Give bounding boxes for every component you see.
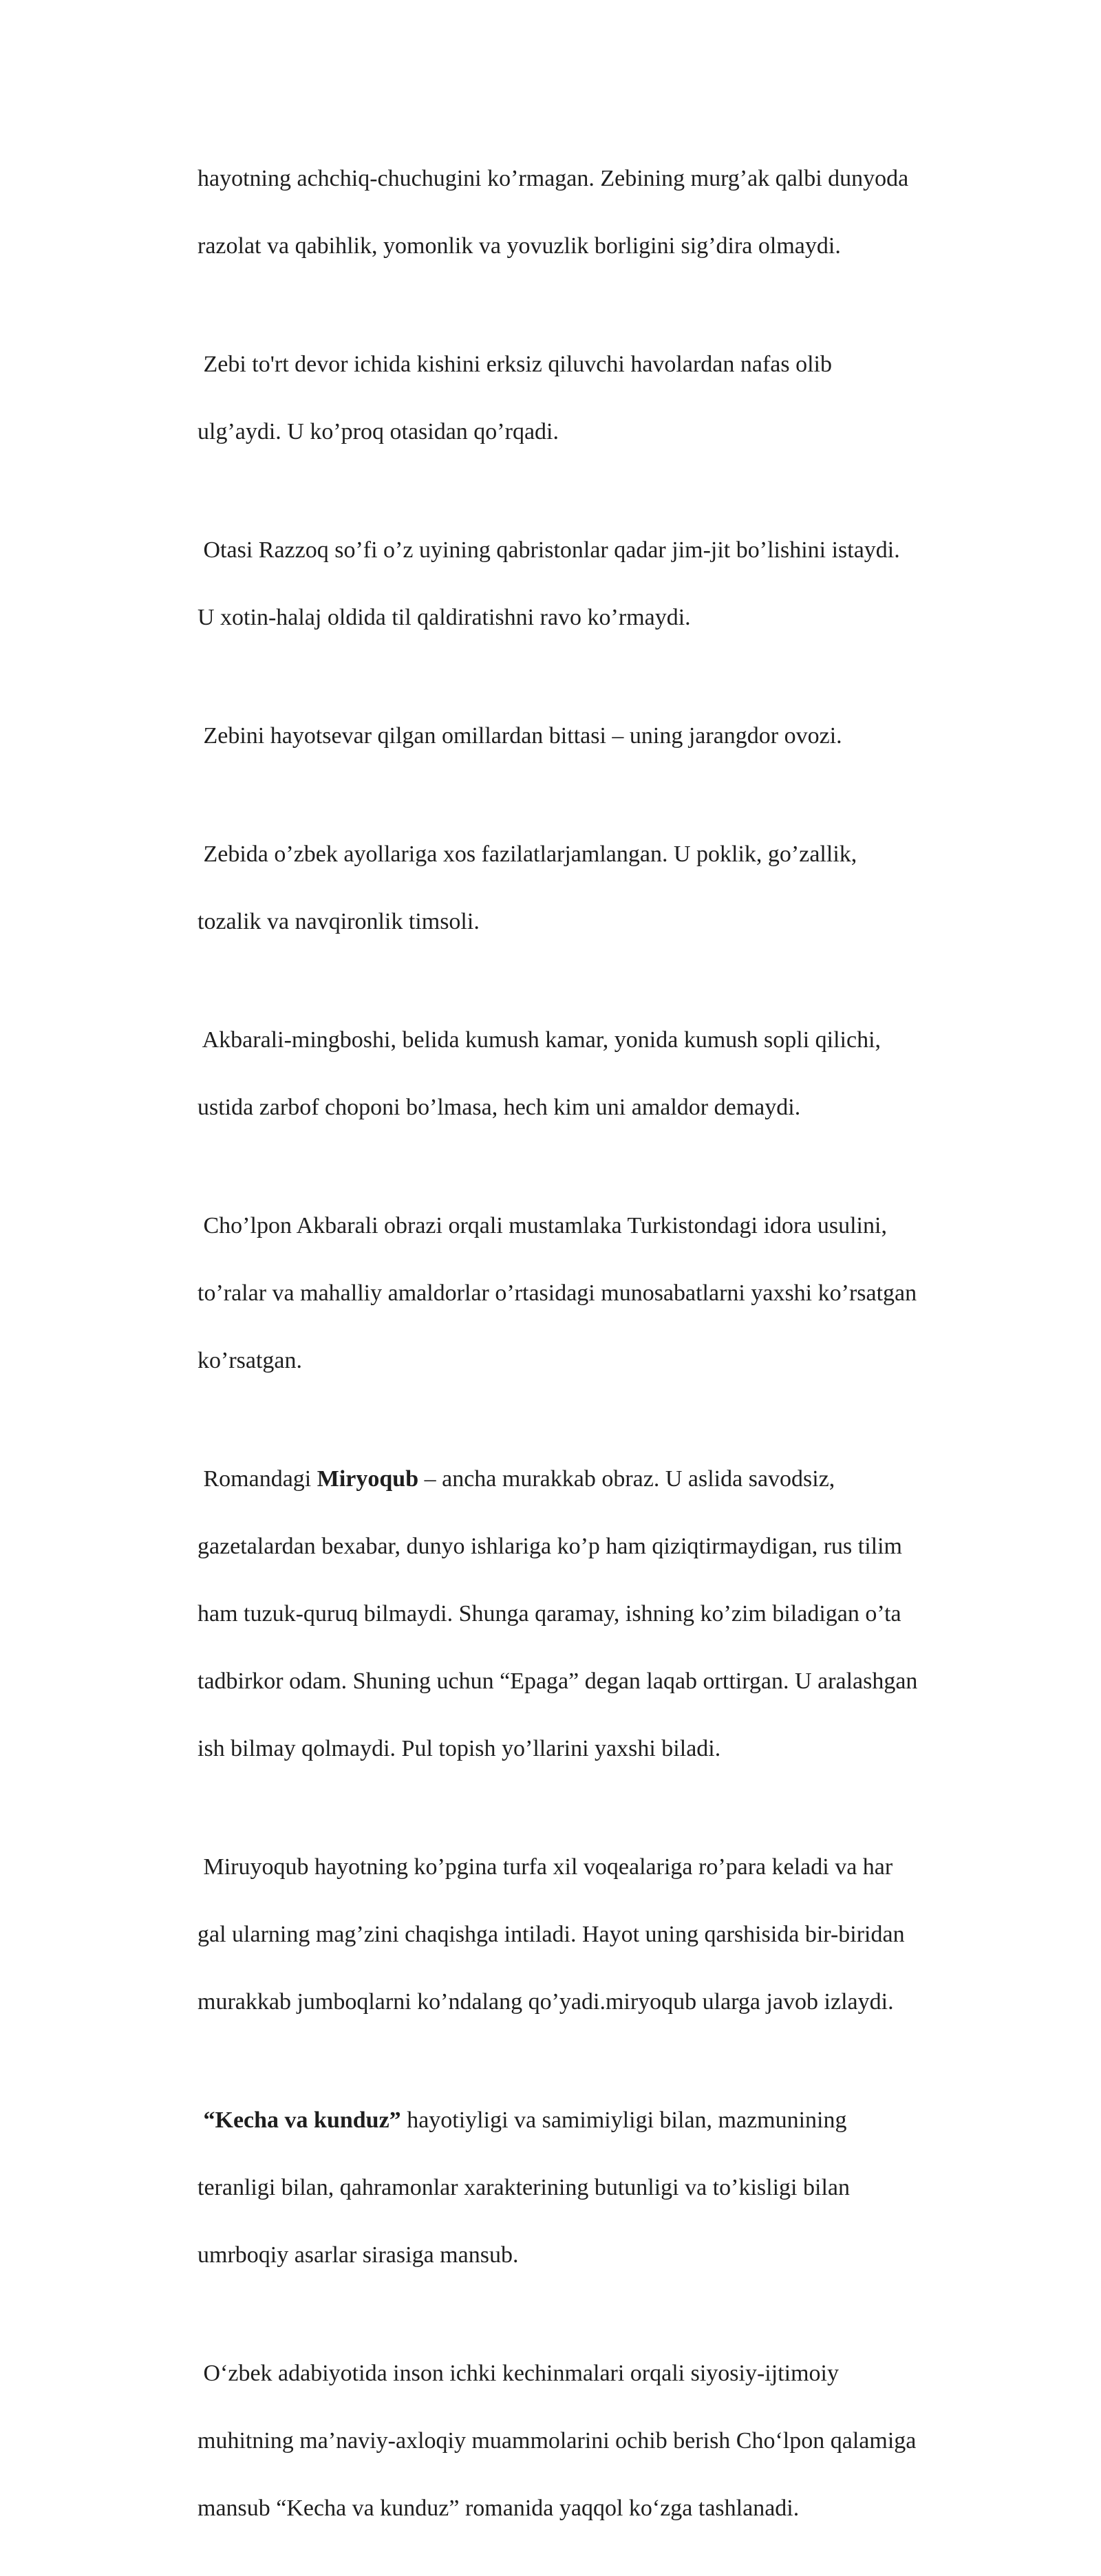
paragraph-line: muhitning ma’naviy-axloqiy muammolarini ochib berish Cho‘lpon qalamiga [197,2428,917,2454]
bold-term-kecha-va-kunduz: “Kecha va kunduz” [203,2107,401,2133]
paragraph-line: to’ralar va mahalliy amaldorlar o’rtasidagi munosabatlarni yaxshi ko’rsatgan [197,1280,917,1306]
paragraph-3 [162,500,947,668]
paragraph-line: Zebini hayotsevar qilgan omillardan bittasi – uning jarangdor ovozi. [197,723,842,749]
paragraph-9 [162,1816,947,2052]
document-body [162,128,947,2576]
paragraph-10 [162,2070,947,2306]
paragraph-4 [162,685,947,786]
paragraph-line: ham tuzuk-quruq bilmaydi. Shunga qaramay, ishning ko’zim biladigan o’ta [197,1601,901,1627]
paragraph-line: ulg’aydi. U ko’proq otasidan qo’rqadi. [197,419,559,444]
paragraph-line: razolat va qabihlik, yomonlik va yovuzlik borligini sig’dira olmaydi. [197,233,841,259]
paragraph-1 [162,128,947,297]
paragraph-line: teranligi bilan, qahramonlar xarakterining butunligi va to’kisligi bilan [197,2175,850,2200]
paragraph-line: O‘zbek adabiyotida inson ichki kechinmalari orqali siyosiy-ijtimoiy [197,2361,839,2386]
paragraph-line: gal ularning mag’zini chaqishga intiladi. Hayot uning qarshisida bir-biridan [197,1922,905,1947]
paragraph-line: Miruyoqub hayotning ko’pgina turfa xil voqealariga ro’para keladi va har [197,1854,893,1880]
paragraph-line: Otasi Razzoq so’fi o’z uyining qabristonlar qadar jim-jit bo’lishini istaydi. [197,537,900,563]
paragraph-line: Zebida o’zbek ayollariga xos fazilatlarjamlangan. U poklik, go’zallik, [197,841,857,867]
paragraph-line: tadbirkor odam. Shuning uchun “Epaga” degan laqab orttirgan. U aralashgan [197,1668,918,1694]
paragraph-line: Cho’lpon Akbarali obrazi orqali mustamlaka Turkistondagi idora usulini, [197,1213,887,1238]
paragraph-line: Zebi to'rt devor ichida kishini erksiz qiluvchi havolardan nafas olib [197,352,832,377]
paragraph-5 [162,804,947,972]
paragraph-line: umrboqiy asarlar sirasiga mansub. [197,2242,519,2268]
paragraph-2 [162,314,947,482]
paragraph-line: mansub “Kecha va kunduz” romanida yaqqol ko‘zga tashlanadi. [197,2496,800,2521]
paragraph-line: murakkab jumboqlarni ko’ndalang qo’yadi.miryoqub ularga javob izlaydi. [197,1989,894,2015]
paragraph-line: hayotiyligi va samimiyligi bilan, mazmunining [400,2107,847,2133]
paragraph-line: hayotning achchiq-chuchugini ko’rmagan. Zebining murg’ak qalbi dunyoda [197,166,909,191]
paragraph-line: ko’rsatgan. [197,1348,303,1373]
paragraph-line: ish bilmay qolmaydi. Pul topish yo’llarini yaxshi biladi. [197,1736,721,1761]
paragraph-line: tozalik va navqironlik timsoli. [197,909,480,934]
paragraph-line: U xotin-halaj oldida til qaldiratishni ravo ko’rmaydi. [197,605,691,630]
paragraph-7 [162,1175,947,1411]
paragraph-line: gazetalardan bexabar, dunyo ishlariga ko’p ham qiziqtirmaydigan, rus tilim [197,1534,902,1559]
paragraph-6 [162,989,947,1158]
paragraph-lead [197,2107,204,2133]
paragraph-line: Akbarali-mingboshi, belida kumush kamar, yonida kumush sopli qilichi, [197,1027,881,1053]
paragraph-8 [162,1428,947,1799]
paragraph-line: – ancha murakkab obraz. U aslida savodsiz, [418,1466,835,1492]
paragraph-lead: Romandagi [197,1466,317,1492]
bold-term-miryoqub: Miryoqub [317,1466,419,1492]
paragraph-11 [162,2323,947,2559]
paragraph-line: ustida zarbof choponi bo’lmasa, hech kim uni amaldor demaydi. [197,1095,801,1120]
